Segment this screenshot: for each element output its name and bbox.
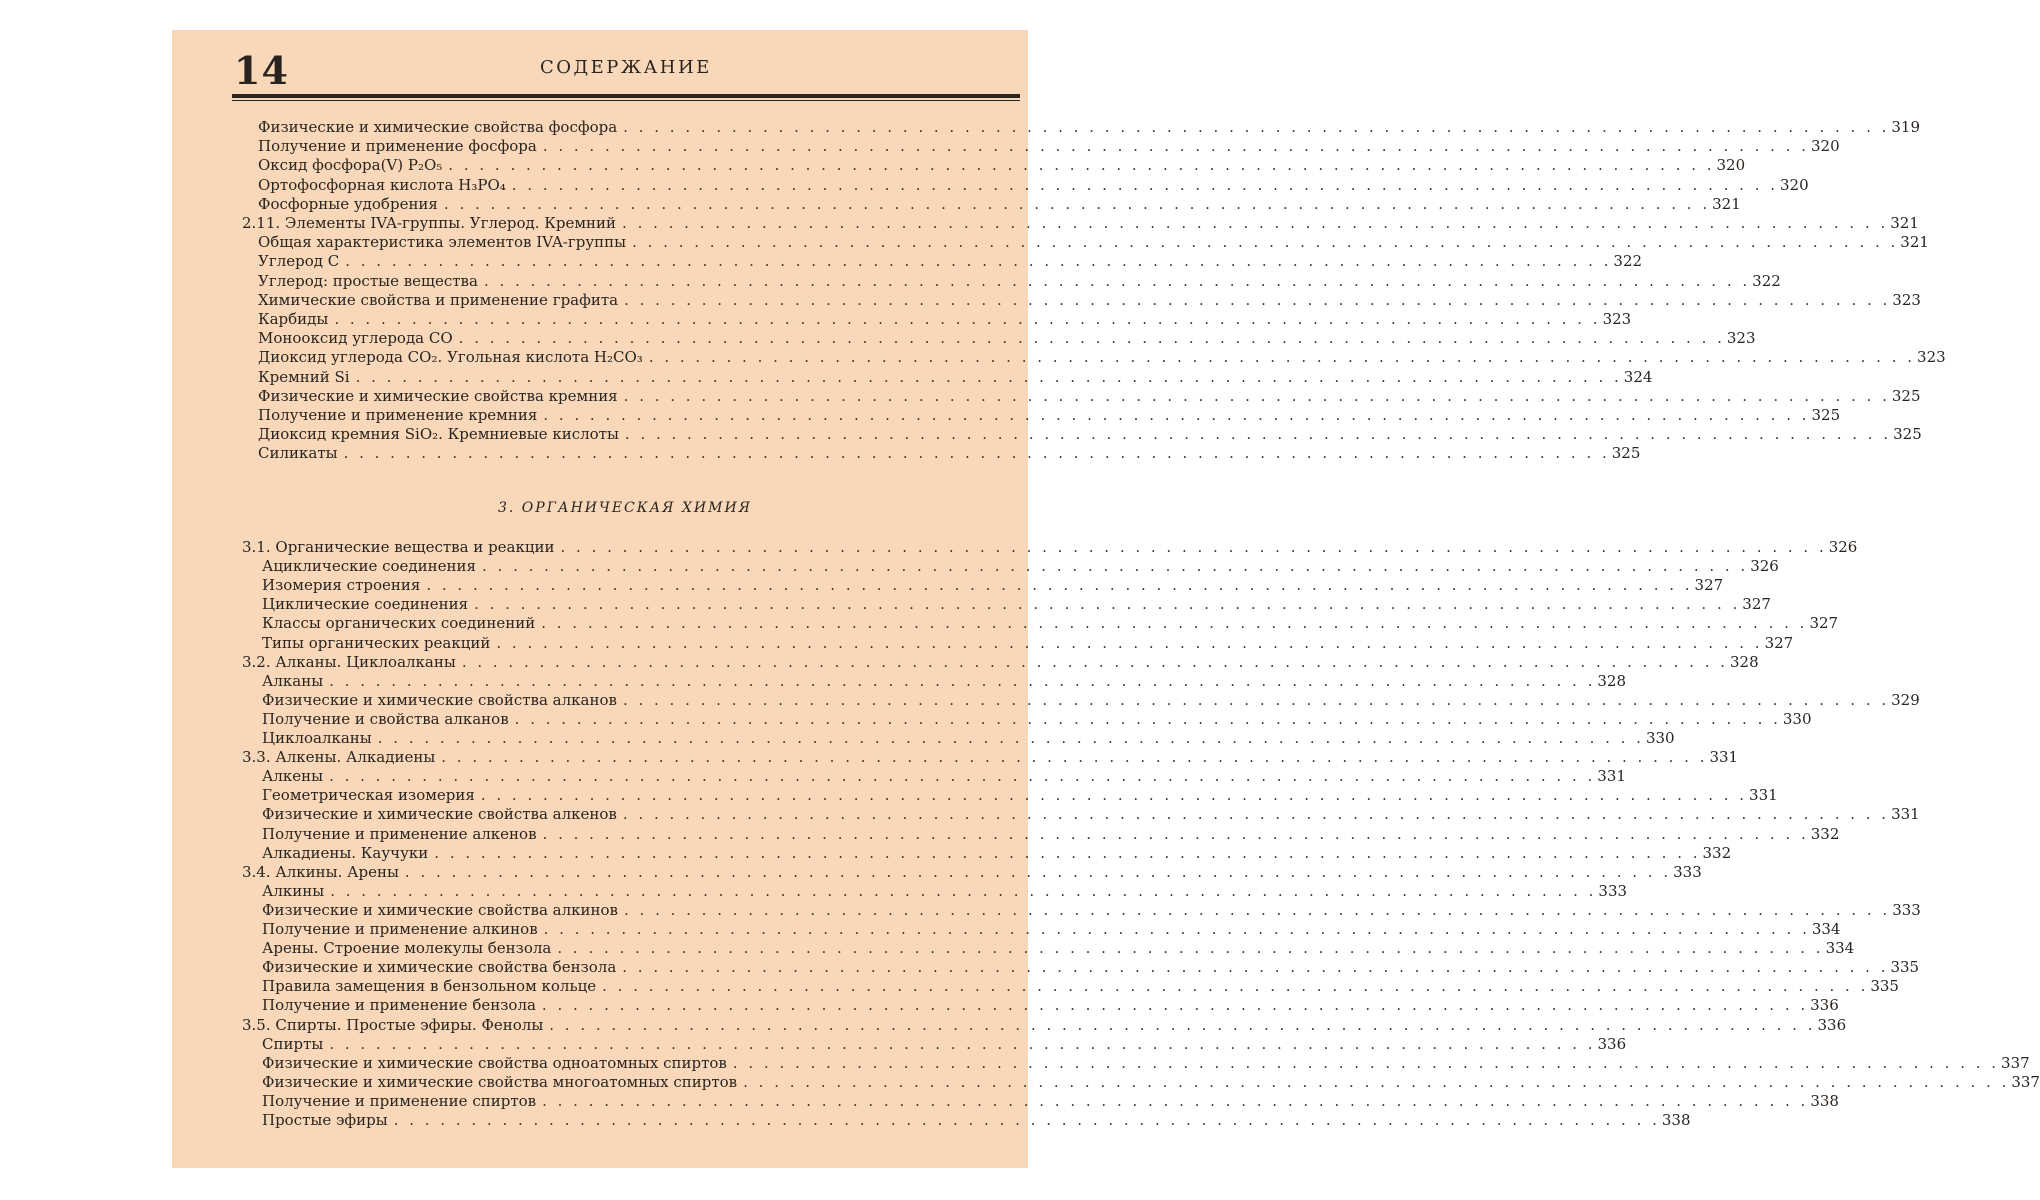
dot-leader: . . . . . . . . . . . . . . . . . . . . . . . . . . . . . . . . . . . . . . . . . . . . . . . . . . . . . . . . . . . . . . . . . . . . . . . . . . . . . . . . . . (541, 614, 1808, 632)
toc-entry-title: Ортофосфорная кислота H₃PO₄ (258, 176, 506, 194)
toc-entry (262, 1092, 1839, 1111)
toc-entry-title: Физические и химические свойства бензола (262, 958, 617, 976)
toc-entry-page: 332 (1810, 825, 1840, 843)
toc-entry-page: 337 (2001, 1054, 2030, 1072)
toc-entry-title: Кремний Si (258, 368, 350, 386)
toc-entry (242, 214, 1919, 233)
toc-entry (262, 1054, 2030, 1073)
dot-leader: . . . . . . . . . . . . . . . . . . . . . . . . . . . . . . . . . . . . . . . . . . . . . . . . . . . . . . . . . . . . . . . . . . . . . . . . . . . . . . . . . . (511, 176, 1778, 194)
toc-entry-page: 321 (1900, 233, 1929, 251)
toc-entry (262, 672, 1626, 691)
dot-leader: . . . . . . . . . . . . . . . . . . . . . . . . . . . . . . . . . . . . . . . . . . . . . . . . . . . . . . . . . . . . . . . . . . . . . . . . . . . . . . . . . . (514, 710, 1781, 728)
toc-entry-page: 325 (1891, 387, 1921, 405)
toc-entry (258, 444, 1641, 463)
dot-leader: . . . . . . . . . . . . . . . . . . . . . . . . . . . . . . . . . . . . . . . . . . . . . . . . . . . . . . . . . . . . . . . . . . . . . . . . . . . . . . . . . . (743, 1073, 2010, 1091)
toc-entry-title: Спирты (262, 1035, 324, 1053)
toc-entry-title: Диоксид кремния SiO₂. Кремниевые кислоты (258, 425, 619, 443)
toc-entry-page: 332 (1702, 844, 1732, 862)
toc-entry-page: 338 (1810, 1092, 1839, 1110)
toc-entry (262, 805, 1920, 824)
toc-entry-page: 326 (1828, 538, 1858, 556)
toc-entry (242, 538, 1858, 557)
dot-leader: . . . . . . . . . . . . . . . . . . . . . . . . . . . . . . . . . . . . . . . . . . . . . . . . . . . . . . . . . . . . . . . . . . . . . . . . . . . . . . . . . . (482, 557, 1749, 575)
dot-leader: . . . . . . . . . . . . . . . . . . . . . . . . . . . . . . . . . . . . . . . . . . . . . . . . . . . . . . . . . . . . . . . . . . . . . . . . . . . . . . . . . . (542, 825, 1809, 843)
toc-entry-page: 329 (1891, 691, 1920, 709)
toc-entry (258, 291, 1921, 310)
toc-entry (258, 387, 1921, 406)
toc-entry-title: Получение и применение алкинов (262, 920, 538, 938)
toc-entry (258, 176, 1809, 195)
toc-entry-title: 3.1. Органические вещества и реакции (242, 538, 555, 556)
dot-leader: . . . . . . . . . . . . . . . . . . . . . . . . . . . . . . . . . . . . . . . . . . . . . . . . . . . . . . . . . . . . . . . . . . . . . . . . . . . . . . . . . . (443, 195, 1711, 213)
toc-entry-title: Физические и химические свойства многоатомных спиртов (262, 1073, 738, 1091)
toc-entry-title: Физические и химические свойства алкенов (262, 805, 617, 823)
toc-entry-title: Алкины (262, 882, 325, 900)
toc-entry-page: 325 (1893, 425, 1922, 443)
toc-entry-page: 333 (1673, 863, 1702, 881)
toc-entry-title: Получение и применение спиртов (262, 1092, 537, 1110)
toc-entry-page: 324 (1623, 368, 1653, 386)
toc-entry-title: Монооксид углерода CO (258, 329, 453, 347)
dot-leader: . . . . . . . . . . . . . . . . . . . . . . . . . . . . . . . . . . . . . . . . . . . . . . . . . . . . . . . . . . . . . . . . . . . . . . . . . . . . . . . . . . (542, 1092, 1809, 1110)
toc-entry-page: 323 (1892, 291, 1921, 309)
toc-entry-page: 327 (1809, 614, 1839, 632)
toc-entry (262, 767, 1626, 786)
toc-entry-title: Фосфорные удобрения (258, 195, 438, 213)
toc-entry-title: Алкены (262, 767, 324, 785)
toc-entry (242, 863, 1702, 882)
toc-entry (262, 595, 1771, 614)
dot-leader: . . . . . . . . . . . . . . . . . . . . . . . . . . . . . . . . . . . . . . . . . . . . . . . . . . . . . . . . . . . . . . . . . . . . . . . . . . . . . . . . . . (622, 214, 1889, 232)
toc-entry (258, 406, 1841, 425)
toc-entry (262, 786, 1778, 805)
toc-entry-page: 330 (1645, 729, 1675, 747)
dot-leader: . . . . . . . . . . . . . . . . . . . . . . . . . . . . . . . . . . . . . . . . . . . . . . . . . . . . . . . . . . . . . . . . . . . . . . . . . . . . . . . . . . (343, 444, 1610, 462)
dot-leader: . . . . . . . . . . . . . . . . . . . . . . . . . . . . . . . . . . . . . . . . . . . . . . . . . . . . . . . . . . . . . . . . . . . . . . . . . . . . . . . . . . (602, 977, 1869, 995)
toc-entry-title: Оксид фосфора(V) P₂O₅ (258, 156, 443, 174)
toc-entry-title: Карбиды (258, 310, 329, 328)
toc-entry-page: 334 (1811, 920, 1841, 938)
toc-entry (258, 368, 1653, 387)
toc-entry (258, 252, 1643, 271)
toc-entry-title: Физические и химические свойства кремния (258, 387, 618, 405)
toc-entry-page: 320 (1811, 137, 1840, 155)
dot-leader: . . . . . . . . . . . . . . . . . . . . . . . . . . . . . . . . . . . . . . . . . . . . . . . . . . . . . . . . . . . . . . . . . . . . . . . . . . . . . . . . . . (345, 252, 1612, 270)
dot-leader: . . . . . . . . . . . . . . . . . . . . . . . . . . . . . . . . . . . . . . . . . . . . . . . . . . . . . . . . . . . . . . . . . . . . . . . . . . . . . . . . . . (448, 156, 1715, 174)
toc-entry-title: 3.2. Алканы. Циклоалканы (242, 653, 456, 671)
toc-entry-title: Арены. Строение молекулы бензола (262, 939, 552, 957)
toc-entry (262, 825, 1840, 844)
toc-entry-title: Алканы (262, 672, 324, 690)
toc-entry (262, 1111, 1691, 1130)
toc-entry-page: 319 (1891, 118, 1921, 136)
toc-entry-title: Углерод: простые вещества (258, 272, 478, 290)
toc-entry-page: 321 (1712, 195, 1741, 213)
section-heading: 3. ОРГАНИЧЕСКАЯ ХИМИЯ (498, 500, 752, 516)
toc-entry-title: Получение и применение кремния (258, 406, 538, 424)
toc-entry (262, 557, 1779, 576)
toc-entry (262, 576, 1724, 595)
toc-entry-title: Изомерия строения (262, 576, 421, 594)
toc-entry-title: Ациклические соединения (262, 557, 476, 575)
dot-leader: . . . . . . . . . . . . . . . . . . . . . . . . . . . . . . . . . . . . . . . . . . . . . . . . . . . . . . . . . . . . . . . . . . . . . . . . . . . . . . . . . . (377, 729, 1644, 747)
toc-entry-page: 322 (1613, 252, 1643, 270)
toc-entry-title: Алкадиены. Каучуки (262, 844, 429, 862)
toc-entry-page: 327 (1694, 576, 1724, 594)
toc-entry-title: Получение и применение фосфора (258, 137, 537, 155)
toc-entry-title: Получение и свойства алканов (262, 710, 509, 728)
toc-entry (242, 653, 1759, 672)
dot-leader: . . . . . . . . . . . . . . . . . . . . . . . . . . . . . . . . . . . . . . . . . . . . . . . . . . . . . . . . . . . . . . . . . . . . . . . . . . . . . . . . . . (404, 863, 1672, 881)
toc-entry-page: 338 (1661, 1111, 1691, 1129)
toc-entry-title: Циклоалканы (262, 729, 372, 747)
toc-entry-page: 331 (1709, 748, 1739, 766)
book-page (172, 30, 2040, 1168)
toc-entry-title: Химические свойства и применение графита (258, 291, 619, 309)
toc-entry-page: 320 (1716, 156, 1746, 174)
toc-entry (242, 1016, 1847, 1035)
toc-entry-page: 327 (1742, 595, 1771, 613)
toc-entry-page: 331 (1891, 805, 1920, 823)
toc-entry-page: 325 (1611, 444, 1641, 462)
toc-entry-title: Силикаты (258, 444, 338, 462)
toc-entry (258, 425, 1922, 444)
toc-entry-title: Диоксид углерода CO₂. Угольная кислота H₂CO₃ (258, 348, 643, 366)
toc-entry (262, 996, 1839, 1015)
toc-entry-page: 321 (1890, 214, 1919, 232)
toc-entry-title: Общая характеристика элементов IVA-группы (258, 233, 627, 251)
dot-leader: . . . . . . . . . . . . . . . . . . . . . . . . . . . . . . . . . . . . . . . . . . . . . . . . . . . . . . . . . . . . . . . . . . . . . . . . . . . . . . . . . . (480, 786, 1748, 804)
toc-entry-page: 336 (1810, 996, 1839, 1014)
toc-entry-page: 320 (1780, 176, 1809, 194)
toc-entry-title: Получение и применение алкенов (262, 825, 537, 843)
dot-leader: . . . . . . . . . . . . . . . . . . . . . . . . . . . . . . . . . . . . . . . . . . . . . . . . . . . . . . . . . . . . . . . . . . . . . . . . . . . . . . . . . . (496, 634, 1763, 652)
table-of-contents (172, 30, 2040, 1168)
toc-entry (262, 691, 1920, 710)
dot-leader: . . . . . . . . . . . . . . . . . . . . . . . . . . . . . . . . . . . . . . . . . . . . . . . . . . . . . . . . . . . . . . . . . . . . . . . . . . . . . . . . . . (622, 958, 1889, 976)
dot-leader: . . . . . . . . . . . . . . . . . . . . . . . . . . . . . . . . . . . . . . . . . . . . . . . . . . . . . . . . . . . . . . . . . . . . . . . . . . . . . . . . . . (329, 767, 1596, 785)
toc-entry-page: 337 (2011, 1073, 2040, 1091)
dot-leader: . . . . . . . . . . . . . . . . . . . . . . . . . . . . . . . . . . . . . . . . . . . . . . . . . . . . . . . . . . . . . . . . . . . . . . . . . . . . . . . . . . (560, 538, 1827, 556)
toc-entry-page: 325 (1811, 406, 1841, 424)
toc-entry (258, 156, 1746, 175)
dot-leader: . . . . . . . . . . . . . . . . . . . . . . . . . . . . . . . . . . . . . . . . . . . . . . . . . . . . . . . . . . . . . . . . . . . . . . . . . . . . . . . . . . (329, 672, 1596, 690)
toc-entry (262, 939, 1855, 958)
toc-entry-title: Типы органических реакций (262, 634, 491, 652)
toc-entry-title: 2.11. Элементы IVA-группы. Углерод. Кремний (242, 214, 617, 232)
dot-leader: . . . . . . . . . . . . . . . . . . . . . . . . . . . . . . . . . . . . . . . . . . . . . . . . . . . . . . . . . . . . . . . . . . . . . . . . . . . . . . . . . . (624, 425, 1892, 443)
toc-entry-page: 335 (1870, 977, 1899, 995)
dot-leader: . . . . . . . . . . . . . . . . . . . . . . . . . . . . . . . . . . . . . . . . . . . . . . . . . . . . . . . . . . . . . . . . . . . . . . . . . . . . . . . . . . (434, 844, 1701, 862)
toc-entry (262, 977, 1899, 996)
toc-entry-page: 333 (1892, 901, 1921, 919)
toc-entry (258, 118, 1921, 137)
toc-entry-page: 335 (1890, 958, 1920, 976)
dot-leader: . . . . . . . . . . . . . . . . . . . . . . . . . . . . . . . . . . . . . . . . . . . . . . . . . . . . . . . . . . . . . . . . . . . . . . . . . . . . . . . . . . (543, 406, 1810, 424)
dot-leader: . . . . . . . . . . . . . . . . . . . . . . . . . . . . . . . . . . . . . . . . . . . . . . . . . . . . . . . . . . . . . . . . . . . . . . . . . . . . . . . . . . (393, 1111, 1660, 1129)
toc-entry-title: Углерод C (258, 252, 340, 270)
dot-leader: . . . . . . . . . . . . . . . . . . . . . . . . . . . . . . . . . . . . . . . . . . . . . . . . . . . . . . . . . . . . . . . . . . . . . . . . . . . . . . . . . . (543, 920, 1810, 938)
dot-leader: . . . . . . . . . . . . . . . . . . . . . . . . . . . . . . . . . . . . . . . . . . . . . . . . . . . . . . . . . . . . . . . . . . . . . . . . . . . . . . . . . . (426, 576, 1693, 594)
toc-entry (258, 137, 1840, 156)
dot-leader: . . . . . . . . . . . . . . . . . . . . . . . . . . . . . . . . . . . . . . . . . . . . . . . . . . . . . . . . . . . . . . . . . . . . . . . . . . . . . . . . . . (334, 310, 1601, 328)
dot-leader: . . . . . . . . . . . . . . . . . . . . . . . . . . . . . . . . . . . . . . . . . . . . . . . . . . . . . . . . . . . . . . . . . . . . . . . . . . . . . . . . . . (541, 996, 1809, 1014)
toc-entry (262, 882, 1628, 901)
toc-entry-page: 322 (1752, 272, 1781, 290)
toc-entry (242, 748, 1739, 767)
toc-entry-title: 3.3. Алкены. Алкадиены (242, 748, 436, 766)
toc-entry-page: 330 (1782, 710, 1812, 728)
toc-entry-title: Физические и химические свойства одноатомных спиртов (262, 1054, 727, 1072)
toc-entry-page: 331 (1597, 767, 1626, 785)
toc-entry-title: Классы органических соединений (262, 614, 536, 632)
dot-leader: . . . . . . . . . . . . . . . . . . . . . . . . . . . . . . . . . . . . . . . . . . . . . . . . . . . . . . . . . . . . . . . . . . . . . . . . . . . . . . . . . . (474, 595, 1741, 613)
toc-entry-title: Геометрическая изомерия (262, 786, 475, 804)
dot-leader: . . . . . . . . . . . . . . . . . . . . . . . . . . . . . . . . . . . . . . . . . . . . . . . . . . . . . . . . . . . . . . . . . . . . . . . . . . . . . . . . . . (441, 748, 1708, 766)
dot-leader: . . . . . . . . . . . . . . . . . . . . . . . . . . . . . . . . . . . . . . . . . . . . . . . . . . . . . . . . . . . . . . . . . . . . . . . . . . . . . . . . . . (330, 882, 1597, 900)
toc-entry (262, 729, 1675, 748)
dot-leader: . . . . . . . . . . . . . . . . . . . . . . . . . . . . . . . . . . . . . . . . . . . . . . . . . . . . . . . . . . . . . . . . . . . . . . . . . . . . . . . . . . (623, 118, 1890, 136)
dot-leader: . . . . . . . . . . . . . . . . . . . . . . . . . . . . . . . . . . . . . . . . . . . . . . . . . . . . . . . . . . . . . . . . . . . . . . . . . . . . . . . . . . (624, 901, 1891, 919)
toc-entry (258, 233, 1929, 252)
dot-leader: . . . . . . . . . . . . . . . . . . . . . . . . . . . . . . . . . . . . . . . . . . . . . . . . . . . . . . . . . . . . . . . . . . . . . . . . . . . . . . . . . . (483, 272, 1751, 290)
toc-entry (262, 710, 1812, 729)
dot-leader: . . . . . . . . . . . . . . . . . . . . . . . . . . . . . . . . . . . . . . . . . . . . . . . . . . . . . . . . . . . . . . . . . . . . . . . . . . . . . . . . . . (732, 1054, 2000, 1072)
toc-entry-page: 328 (1597, 672, 1626, 690)
dot-leader: . . . . . . . . . . . . . . . . . . . . . . . . . . . . . . . . . . . . . . . . . . . . . . . . . . . . . . . . . . . . . . . . . . . . . . . . . . . . . . . . . . (632, 233, 1899, 251)
toc-entry (262, 958, 1920, 977)
dot-leader: . . . . . . . . . . . . . . . . . . . . . . . . . . . . . . . . . . . . . . . . . . . . . . . . . . . . . . . . . . . . . . . . . . . . . . . . . . . . . . . . . . (622, 691, 1890, 709)
toc-entry-page: 331 (1749, 786, 1778, 804)
toc-entry-page: 323 (1726, 329, 1756, 347)
toc-entry-page: 328 (1730, 653, 1759, 671)
toc-entry-title: Циклические соединения (262, 595, 469, 613)
dot-leader: . . . . . . . . . . . . . . . . . . . . . . . . . . . . . . . . . . . . . . . . . . . . . . . . . . . . . . . . . . . . . . . . . . . . . . . . . . . . . . . . . . (461, 653, 1729, 671)
toc-entry-title: Физические и химические свойства алкинов (262, 901, 618, 919)
toc-entry-page: 327 (1764, 634, 1794, 652)
dot-leader: . . . . . . . . . . . . . . . . . . . . . . . . . . . . . . . . . . . . . . . . . . . . . . . . . . . . . . . . . . . . . . . . . . . . . . . . . . . . . . . . . . (329, 1035, 1596, 1053)
toc-entry (258, 272, 1781, 291)
toc-entry-title: 3.4. Алкины. Арены (242, 863, 399, 881)
dot-leader: . . . . . . . . . . . . . . . . . . . . . . . . . . . . . . . . . . . . . . . . . . . . . . . . . . . . . . . . . . . . . . . . . . . . . . . . . . . . . . . . . . (623, 387, 1890, 405)
dot-leader: . . . . . . . . . . . . . . . . . . . . . . . . . . . . . . . . . . . . . . . . . . . . . . . . . . . . . . . . . . . . . . . . . . . . . . . . . . . . . . . . . . (622, 805, 1890, 823)
toc-entry (262, 901, 1921, 920)
toc-entry-page: 326 (1750, 557, 1779, 575)
toc-entry-title: Простые эфиры (262, 1111, 388, 1129)
toc-entry-page: 333 (1598, 882, 1628, 900)
toc-entry (258, 195, 1741, 214)
toc-entry-page: 323 (1602, 310, 1632, 328)
toc-entry (262, 634, 1794, 653)
toc-entry (258, 329, 1756, 348)
dot-leader: . . . . . . . . . . . . . . . . . . . . . . . . . . . . . . . . . . . . . . . . . . . . . . . . . . . . . . . . . . . . . . . . . . . . . . . . . . . . . . . . . . (549, 1016, 1816, 1034)
toc-entry (262, 1073, 2040, 1092)
page-title: СОДЕРЖАНИЕ (540, 57, 712, 78)
toc-entry-page: 336 (1817, 1016, 1847, 1034)
page-number: 14 (234, 48, 289, 93)
toc-entry-title: Правила замещения в бензольном кольце (262, 977, 597, 995)
toc-entry-page: 323 (1917, 348, 1946, 366)
toc-entry-title: Получение и применение бензола (262, 996, 536, 1014)
toc-entry (258, 348, 1946, 367)
toc-entry-page: 334 (1825, 939, 1855, 957)
toc-entry-title: Физические и химические свойства фосфора (258, 118, 618, 136)
toc-entry-title: 3.5. Спирты. Простые эфиры. Фенолы (242, 1016, 544, 1034)
dot-leader: . . . . . . . . . . . . . . . . . . . . . . . . . . . . . . . . . . . . . . . . . . . . . . . . . . . . . . . . . . . . . . . . . . . . . . . . . . . . . . . . . . (458, 329, 1725, 347)
dot-leader: . . . . . . . . . . . . . . . . . . . . . . . . . . . . . . . . . . . . . . . . . . . . . . . . . . . . . . . . . . . . . . . . . . . . . . . . . . . . . . . . . . (624, 291, 1891, 309)
dot-leader: . . . . . . . . . . . . . . . . . . . . . . . . . . . . . . . . . . . . . . . . . . . . . . . . . . . . . . . . . . . . . . . . . . . . . . . . . . . . . . . . . . (355, 368, 1622, 386)
toc-entry (262, 614, 1839, 633)
dot-leader: . . . . . . . . . . . . . . . . . . . . . . . . . . . . . . . . . . . . . . . . . . . . . . . . . . . . . . . . . . . . . . . . . . . . . . . . . . . . . . . . . . (648, 348, 1916, 366)
dot-leader: . . . . . . . . . . . . . . . . . . . . . . . . . . . . . . . . . . . . . . . . . . . . . . . . . . . . . . . . . . . . . . . . . . . . . . . . . . . . . . . . . . (557, 939, 1824, 957)
toc-entry (262, 920, 1841, 939)
toc-entry (262, 844, 1732, 863)
toc-entry-page: 336 (1597, 1035, 1627, 1053)
toc-entry (258, 310, 1632, 329)
dot-leader: . . . . . . . . . . . . . . . . . . . . . . . . . . . . . . . . . . . . . . . . . . . . . . . . . . . . . . . . . . . . . . . . . . . . . . . . . . . . . . . . . . (542, 137, 1810, 155)
toc-entry (262, 1035, 1627, 1054)
toc-entry-title: Физические и химические свойства алканов (262, 691, 617, 709)
